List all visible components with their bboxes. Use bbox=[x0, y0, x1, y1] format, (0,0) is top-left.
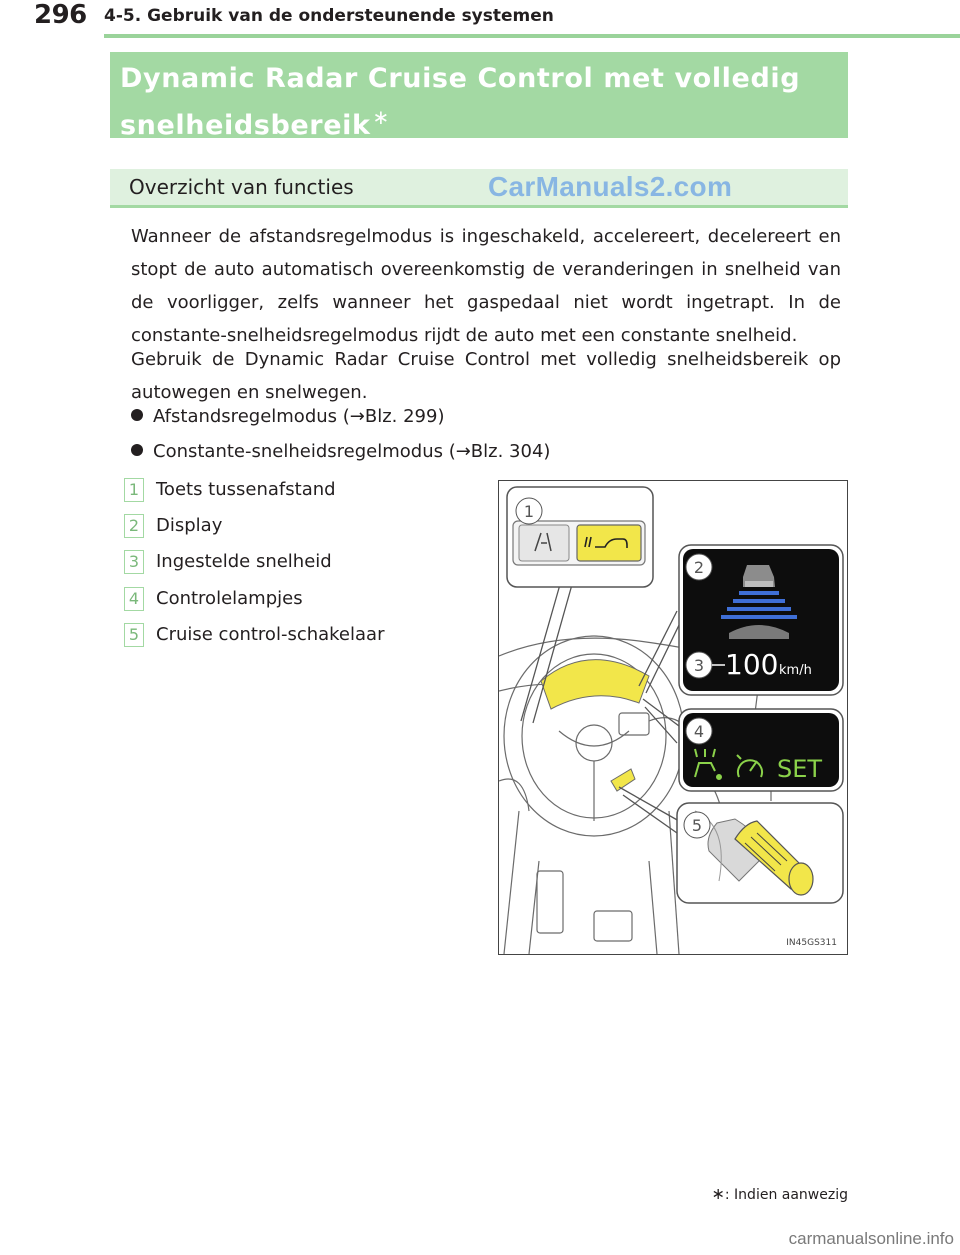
callout-2: 2 bbox=[693, 558, 705, 577]
lever-highlight bbox=[611, 769, 635, 791]
legend-label: Controlelampjes bbox=[156, 588, 303, 609]
bullet-dot bbox=[131, 409, 143, 421]
footnote-marker: ∗ bbox=[711, 1184, 725, 1203]
legend-number: 5 bbox=[124, 623, 144, 647]
footnote-text: : Indien aanwezig bbox=[724, 1187, 848, 1203]
intro-paragraph: Wanneer de afstandsregelmodus is ingeschakeld, accelereert, decelereert en stopt de auto automatisch overeenkomstig de veranderingen in snelheid van de voorligger, zelfs wanneer het gaspedaal niet wordt ingetrapt. In de constante-snelheidsregelmodus rijdt de auto met een constante snelheid. bbox=[131, 226, 841, 346]
legend-item bbox=[124, 478, 336, 504]
legend-number: 4 bbox=[124, 587, 144, 611]
legend-label: Toets tussenafstand bbox=[156, 479, 336, 500]
cockpit-illustration bbox=[498, 480, 848, 955]
legend-label: Cruise control-schakelaar bbox=[156, 624, 385, 645]
legend-label: Display bbox=[156, 515, 223, 536]
page-title-text: Dynamic Radar Cruise Control met volledig snelheidsbereik bbox=[120, 63, 801, 141]
title-band bbox=[110, 52, 848, 141]
bullet-item bbox=[131, 435, 550, 468]
chapter-title: 4-5. Gebruik van de ondersteunende systemen bbox=[104, 6, 554, 26]
legend-number: 1 bbox=[124, 478, 144, 502]
legend-number: 2 bbox=[124, 514, 144, 538]
bullet-dot bbox=[131, 444, 143, 456]
bullet-text: Constante-snelheidsregelmodus (→Blz. 304) bbox=[153, 441, 551, 462]
set-speed-value: 100 bbox=[725, 648, 779, 681]
bullet-item bbox=[131, 400, 444, 433]
cockpit-drawing bbox=[499, 481, 847, 954]
legend-number: 3 bbox=[124, 550, 144, 574]
section-heading: Overzicht van functies bbox=[129, 175, 354, 199]
availability-marker: ∗ bbox=[372, 105, 390, 129]
page-title bbox=[120, 60, 838, 145]
set-indicator: SET bbox=[777, 755, 823, 783]
figure-code: IN45GS311 bbox=[786, 938, 837, 948]
footer-watermark: carmanualsonline.info bbox=[788, 1229, 954, 1248]
legend-item bbox=[124, 623, 384, 649]
section-heading-band bbox=[110, 169, 848, 208]
footnote bbox=[711, 1184, 848, 1203]
legend-item bbox=[124, 550, 332, 576]
page-number: 296 bbox=[34, 0, 87, 30]
header-rule bbox=[104, 34, 960, 38]
callout-4: 4 bbox=[693, 722, 705, 741]
callout-1: 1 bbox=[523, 502, 535, 521]
callout-5: 5 bbox=[691, 816, 703, 835]
bullet-text: Afstandsregelmodus (→Blz. 299) bbox=[153, 406, 445, 427]
callout-lines bbox=[521, 581, 681, 833]
legend-item bbox=[124, 514, 222, 540]
usage-paragraph: Gebruik de Dynamic Radar Cruise Control met volledig snelheidsbereik op autowegen en snelwegen. bbox=[131, 349, 841, 403]
set-speed-unit: km/h bbox=[779, 663, 812, 678]
legend-item bbox=[124, 587, 303, 613]
lead-car-bumper bbox=[745, 581, 773, 587]
callout-3: 3 bbox=[693, 656, 705, 675]
legend-label: Ingestelde snelheid bbox=[156, 551, 332, 572]
watermark: CarManuals2.com bbox=[488, 171, 733, 202]
